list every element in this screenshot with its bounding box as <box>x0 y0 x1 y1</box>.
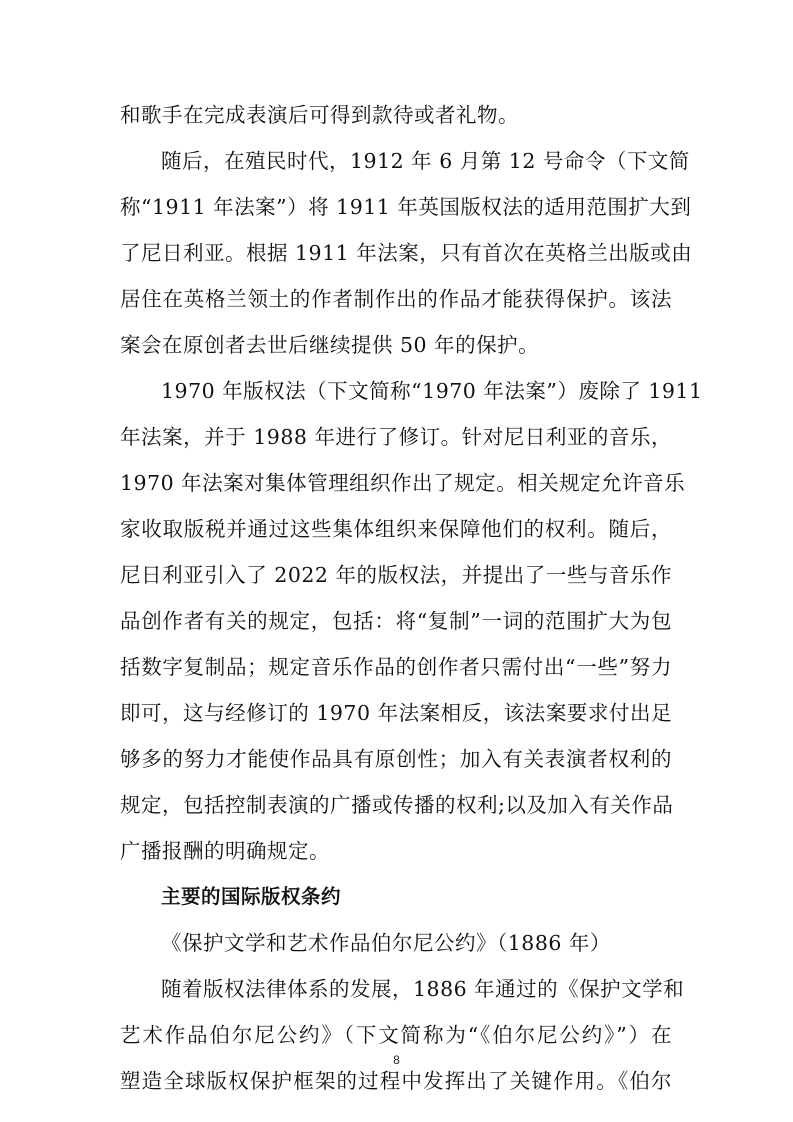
treaty-title: 《保护文学和艺术作品伯尔尼公约》（1886 年） <box>161 931 611 955</box>
paragraph-line: 称“1911 年法案”）将 1911 年英国版权法的适用范围扩大到 <box>120 195 692 219</box>
paragraph-line: 随后，在殖民时代，1912 年 6 月第 12 号命令（下文简 <box>161 149 690 173</box>
paragraph-line: 即可，这与经修订的 1970 年法案相反，该法案要求付出足 <box>120 701 672 725</box>
paragraph-line: 括数字复制品；规定音乐作品的创作者只需付出“一些”努力 <box>120 655 672 679</box>
paragraph-line: 随着版权法律体系的发展，1886 年通过的《保护文学和 <box>161 977 685 1001</box>
paragraph-line: 和歌手在完成表演后可得到款待或者礼物。 <box>120 103 519 127</box>
paragraph-line: 塑造全球版权保护框架的过程中发挥出了关键作用。《伯尔 <box>120 1069 672 1093</box>
paragraph-line: 了尼日利亚。根据 1911 年法案，只有首次在英格兰出版或由 <box>120 241 693 265</box>
paragraph-line: 年法案，并于 1988 年进行了修订。针对尼日利亚的音乐， <box>120 425 672 449</box>
paragraph-line: 尼日利亚引入了 2022 年的版权法，并提出了一些与音乐作 <box>120 563 672 587</box>
paragraph-line: 艺术作品伯尔尼公约》（下文简称为“《伯尔尼公约》”）在 <box>120 1023 672 1047</box>
paragraph-line: 案会在原创者去世后继续提供 50 年的保护。 <box>120 333 540 357</box>
paragraph-line: 品创作者有关的规定，包括：将“复制”一词的范围扩大为包 <box>120 609 672 633</box>
document-body <box>120 92 703 1104</box>
paragraph-line: 规定，包括控制表演的广播或传播的权利;以及加入有关作品 <box>120 793 674 817</box>
paragraph-line: 1970 年法案对集体管理组织作出了规定。相关规定允许音乐 <box>120 471 686 495</box>
section-heading: 主要的国际版权条约 <box>161 885 342 908</box>
paragraph-line: 广播报酬的明确规定。 <box>120 839 330 863</box>
paragraph-line: 家收取版税并通过这些集体组织来保障他们的权利。随后， <box>120 517 672 541</box>
paragraph-line: 居住在英格兰领土的作者制作出的作品才能获得保护。该法 <box>120 287 672 311</box>
paragraph-line: 够多的努力才能使作品具有原创性；加入有关表演者权利的 <box>120 747 672 771</box>
page-number: 8 <box>393 1053 400 1067</box>
paragraph-line: 1970 年版权法（下文简称“1970 年法案”）废除了 1911 <box>161 379 703 403</box>
